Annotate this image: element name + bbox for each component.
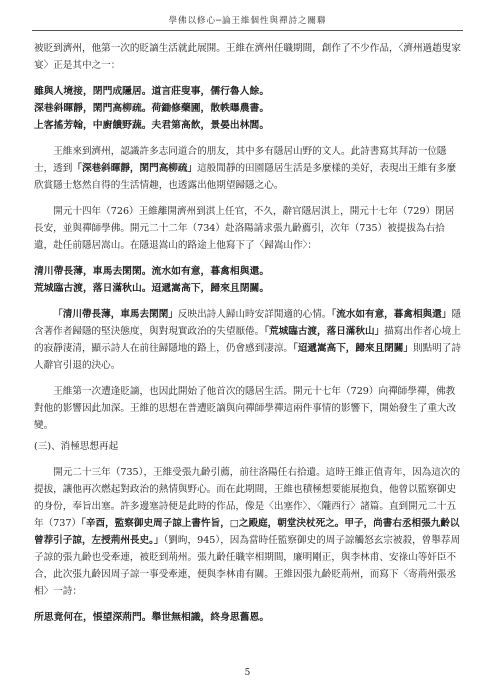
body-paragraph: 開元十四年（726）王維離開濟州到淇上任官，不久，辭官隱居淇上，開元十七年（729）閉居長安，並與禪師學佛。開元二十二年（734）赴洛陽請求張九齡薦引，次年（735）被提拔為右拾遺，赴任前隱居嵩山。在隱退嵩山的路途上他寫下了〈歸嵩山作〉： bbox=[34, 206, 455, 251]
running-header: 學佛以修心─論王維個性與禪詩之關聯 bbox=[168, 16, 327, 26]
spacer bbox=[34, 134, 461, 143]
body-paragraph: 被貶到濟州，他第一次的貶謫生活就此展開。王維在濟州任職期間，創作了不少作品，〈濟州過趙叟家宴〉正是其中之一： bbox=[34, 43, 461, 71]
page-number: 5 bbox=[244, 668, 251, 678]
poem-line: 深巷斜暉靜，閑門高柳疏。荷鋤修藥圃，散帙曝農書。 bbox=[34, 103, 270, 114]
spacer bbox=[34, 254, 461, 263]
body-paragraph: 王維來到濟州，認識許多志同道合的朋友，其中多有隱居山野的文人。此詩書寫其拜訪一位隱士，透到「深巷斜暉靜，閑門高柳疏」這般閒靜的田園隱居生活是多麼樣的美好，表現出王維有多麼欣賞隱士悠然自得的生活情趣，也透露出他期望歸隱之心。 bbox=[34, 146, 457, 191]
section-heading: (三)、消極思想再起 bbox=[34, 441, 119, 452]
poem-line: 雖與人境接，閉門成隱居。道言莊叟事，儒行魯人餘。 bbox=[34, 86, 270, 97]
spacer bbox=[34, 194, 461, 203]
quoted-phrase: 「荒城臨古渡，落日滿秋山」 bbox=[264, 326, 385, 337]
poem-line: 清川帶長薄，車馬去閑閑。流水如有意，暮禽相與還。 bbox=[34, 266, 270, 277]
poem-line: 荒城臨古渡，落日滿秋山。迢遞嵩高下，歸來且閉關。 bbox=[34, 283, 270, 294]
quoted-phrase: 「流水如有意，暮禽相與還」 bbox=[331, 309, 452, 320]
spacer bbox=[34, 297, 461, 306]
spacer bbox=[34, 74, 461, 83]
quoted-phrase: 「辛酉，監察御史周子諒上書忤旨，□之殿庭，朝堂決杖死之。甲子，尚書右丞相張九齡以曾荐引子諒，左授荊州長史。」 bbox=[34, 518, 460, 546]
spacer bbox=[34, 600, 461, 609]
page-body bbox=[34, 40, 461, 635]
spacer bbox=[34, 626, 461, 635]
header-rule bbox=[32, 30, 463, 31]
body-paragraph: 「清川帶長薄，車馬去閑閑」反映出詩人歸山時安詳閒適的心情。「流水如有意，暮禽相與還」隱含著作者歸隱的堅決態度，與對現實政治的失望厭倦。「荒城臨古渡，落日滿秋山」描寫出作者心境上的寂靜淒清，顯示詩人在前往歸隱地的路上，仍會感到凄涼。「迢遞嵩高下，歸來且閉關」則點明了詩人辭官引退的決心。 bbox=[34, 309, 461, 371]
quoted-phrase: 「深巷斜暉靜，閑門高柳疏」 bbox=[72, 163, 198, 174]
poem-line: 所思竟何在，悵望深荊門。舉世無相識，終身思舊恩。 bbox=[34, 612, 270, 623]
spacer bbox=[34, 374, 461, 383]
body-paragraph: 開元二十三年（735），王維受張九齡引薦，前往洛陽任右拾遺。這時王維正值青年，因為這次的提拔，讓他再次燃起對政治的熱情與野心。而在此期間，王維也積極想要能展抱負，他曾以監察御史的身份，奉旨出塞。許多邊塞詩便是此時的作品，像是〈出塞作〉、〈隴西行〉諸篇。直到開元二十五年（737）「辛酉，監察御史周子諒上書忤旨，□之殿庭，朝堂決杖死之。甲子，尚書右丞相張九齡以曾荐引子諒，左授荊州長史。」（劉昫，945），因為當時任監察御史的周子諒觸怒玄宗被殺，曾舉荐周子諒的張九齡也受牽連，被貶到荊州。張九齡任職宰相期間，廉明剛正，與李林甫、安祿山等奸臣不合，此次張九齡因周子諒一事受牽連，便與李林甫有關。王維因張九齡貶荊州，而寫下〈寄荊州張丞相〉一詩： bbox=[34, 467, 461, 597]
body-paragraph: 王維第一次遭逢貶謫，也因此開始了他首次的隱居生活。開元十七年（729）向禪師學禪，佛教對他的影響因此加深。王維的思想在普遭貶謫與向禪師學禪這兩件事情的影響下，開始發生了重大改變。 bbox=[34, 386, 457, 431]
quoted-phrase: 「迢遞嵩高下，歸來且閉關」 bbox=[293, 343, 413, 354]
poem-line: 上客搖芳翰，中廚饋野蔬。夫君第高飲，景晏出林閭。 bbox=[34, 120, 270, 131]
quoted-phrase: 「清川帶長薄，車馬去閑閑」 bbox=[53, 309, 178, 320]
spacer bbox=[34, 455, 461, 464]
